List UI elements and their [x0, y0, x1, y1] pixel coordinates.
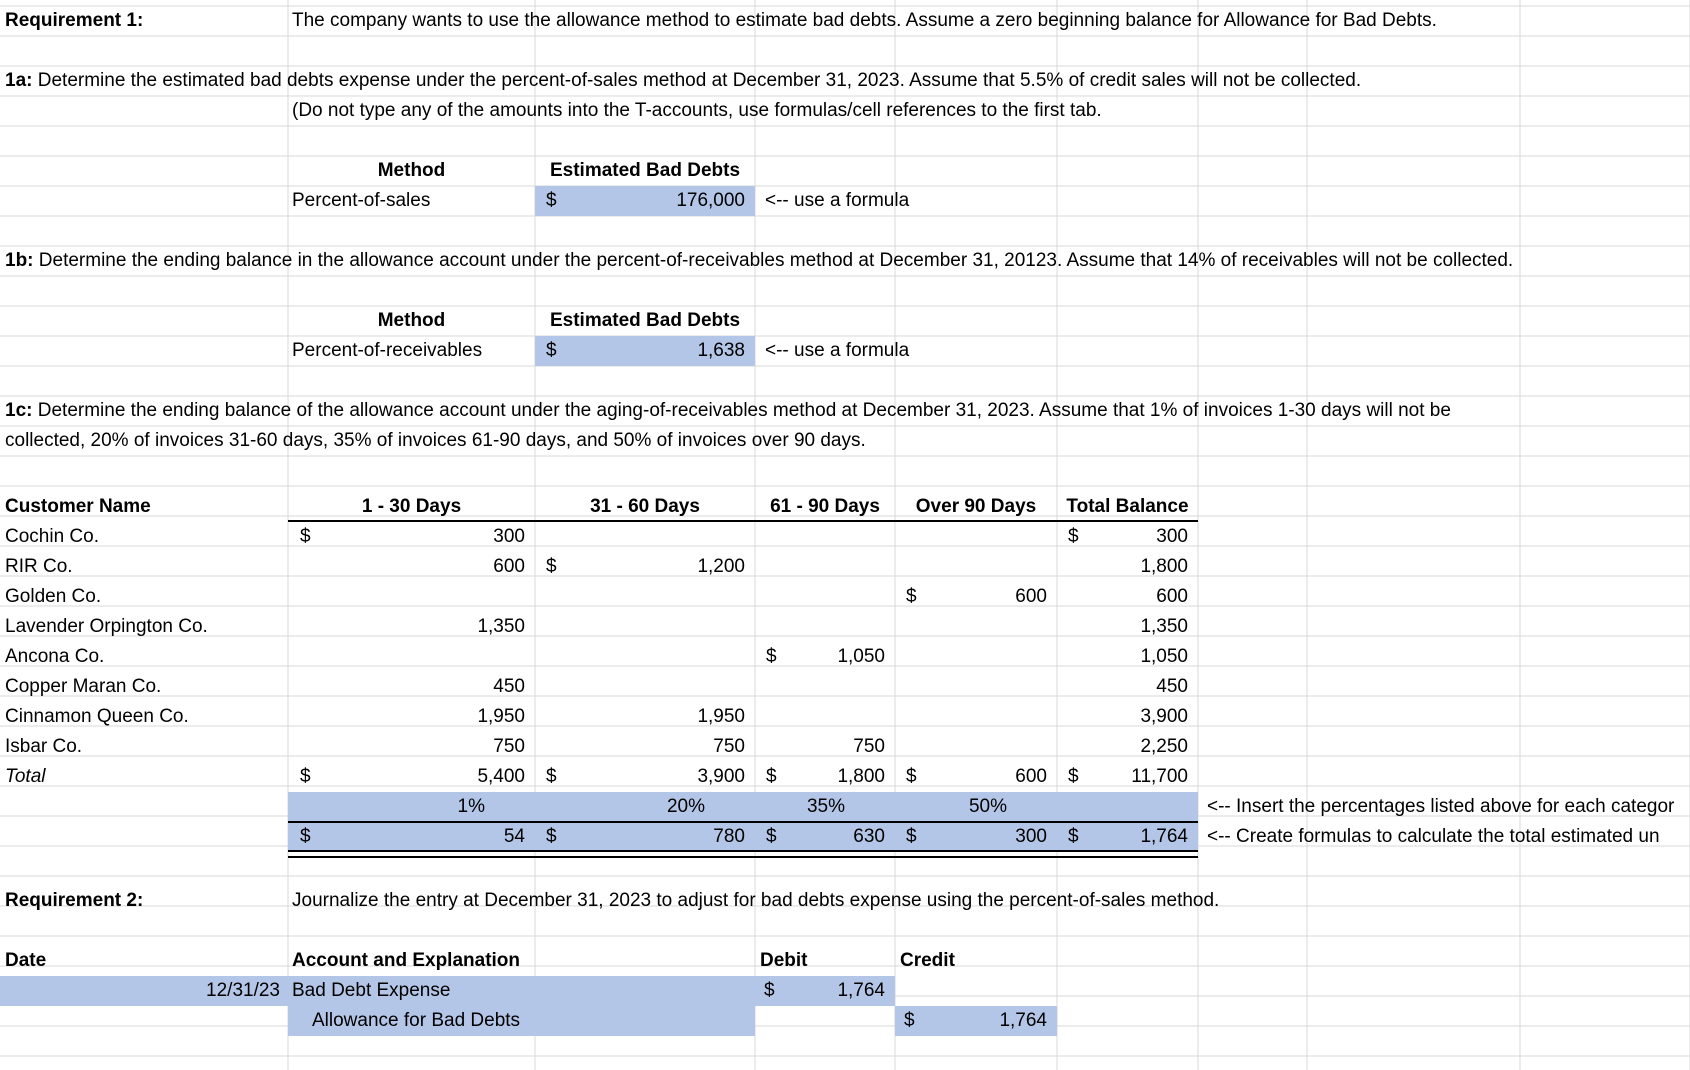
part1a-label: 1a: [5, 70, 33, 91]
part1c-text1: Determine the ending balance of the allowance account under the aging-of-receivables method at December 31, 2023. Assume that 1% of invoices 1-30 days will not be [37, 400, 1451, 421]
total-row-d2-amount: 3,900 [697, 766, 745, 787]
aging-row-d3-amount: 750 [853, 736, 885, 757]
aging-row-d1-amount [400, 582, 525, 612]
part1c-line1 [5, 396, 1451, 426]
aging-row-d1-amount: 1,350 [477, 616, 525, 637]
aging-row-tot-amount: 1,050 [1140, 646, 1188, 667]
estimated-row-d4-amount[interactable]: 300 [1015, 826, 1047, 847]
aging-row-d4-amount [940, 642, 1047, 672]
aging-row-d1-amount [400, 642, 525, 672]
total-row-d3-currency: $ [766, 766, 777, 787]
journal-date-header: Date [5, 950, 47, 971]
aging-row-d2-amount: 1,200 [697, 556, 745, 577]
aging-row-d4-amount [940, 612, 1047, 642]
journal-debit-amount[interactable]: 1,764 [837, 980, 885, 1001]
journal-credit-header: Credit [900, 950, 955, 971]
journal-debit-account[interactable]: Bad Debt Expense [292, 980, 451, 1001]
aging-row-d4-amount [940, 732, 1047, 762]
aging-row-d1-amount: 600 [493, 556, 525, 577]
aging-row-d3-amount [790, 612, 885, 642]
aging-row-d4-amount: 600 [1015, 586, 1047, 607]
aging-row-d2-amount: 1,950 [697, 706, 745, 727]
aging-row-d2-currency: $ [546, 556, 557, 577]
part1b-estimate-header: Estimated Bad Debts [549, 310, 741, 331]
aging-row-tot-amount: 300 [1156, 526, 1188, 547]
aging-row-tot-amount: 1,350 [1140, 616, 1188, 637]
aging-row-tot-amount: 3,900 [1140, 706, 1188, 727]
aging-row-d4-amount [940, 522, 1047, 552]
aging-row-d3-currency: $ [766, 646, 777, 667]
req2-text: Journalize the entry at December 31, 2023 to adjust for bad debts expense using the percent-of-sales method. [292, 890, 1220, 911]
total-row-d4-currency: $ [906, 766, 917, 787]
estimated-row-tot-currency: $ [1068, 826, 1079, 847]
req1-label: Requirement 1: [5, 10, 144, 31]
part1a-method-header: Method [377, 160, 446, 181]
aging-row-tot-amount: 450 [1156, 676, 1188, 697]
aging-row-d2-amount [600, 612, 745, 642]
customer-name: Isbar Co. [5, 736, 83, 757]
percent-d1[interactable]: 1% [457, 796, 485, 817]
aging-row-d3-amount [790, 582, 885, 612]
customer-name: Ancona Co. [5, 646, 105, 667]
part1a-currency: $ [546, 190, 557, 211]
part1c-text2: collected, 20% of invoices 31-60 days, 35% of invoices 61-90 days, and 50% of invoices over 90 days. [5, 430, 866, 451]
journal-debit-currency: $ [764, 980, 775, 1001]
aging-row-d2-amount: 750 [713, 736, 745, 757]
total-row-d3-amount: 1,800 [837, 766, 885, 787]
aging-row-d1-amount: 300 [493, 526, 525, 547]
estimated-row-d2-currency: $ [546, 826, 557, 847]
aging-row-d1-currency: $ [300, 526, 311, 547]
customer-name: Cochin Co. [5, 526, 99, 547]
estimated-row-d1-amount[interactable]: 54 [503, 826, 525, 847]
aging-row-d3-amount: 1,050 [837, 646, 885, 667]
estimated-row-tot-amount[interactable]: 1,764 [1140, 826, 1188, 847]
aging-header-31-60: 31 - 60 Days [590, 496, 700, 517]
part1b-text: Determine the ending balance in the allowance account under the percent-of-receivables method at December 31, 20123. Assume that 14% of receivables will not be collected. [38, 250, 1514, 271]
aging-row-d1-amount: 750 [493, 736, 525, 757]
aging-row-d4-amount [940, 552, 1047, 582]
aging-header-1-30: 1 - 30 Days [361, 496, 462, 517]
aging-header-customer: Customer Name [5, 496, 151, 517]
percent-d4[interactable]: 50% [968, 796, 1007, 817]
aging-row-d4-amount [940, 702, 1047, 732]
aging-row-d4-amount [940, 672, 1047, 702]
percent-d3[interactable]: 35% [806, 796, 845, 817]
estimated-row-d1-currency: $ [300, 826, 311, 847]
aging-row-tot-amount: 2,250 [1140, 736, 1188, 757]
estimated-hint: <-- Create formulas to calculate the total estimated un [1207, 826, 1660, 847]
journal-credit-account[interactable]: Allowance for Bad Debts [312, 1010, 521, 1031]
aging-row-d1-amount: 450 [493, 676, 525, 697]
aging-row-d2-amount [600, 522, 745, 552]
total-row-d1-amount: 5,400 [477, 766, 525, 787]
percent-hint: <-- Insert the percentages listed above for each categor [1207, 796, 1675, 817]
estimated-row-d4-currency: $ [906, 826, 917, 847]
customer-name: Lavender Orpington Co. [5, 616, 208, 637]
part1a-hint: <-- use a formula [765, 190, 910, 211]
aging-row-d3-amount [790, 672, 885, 702]
part1b-hint: <-- use a formula [765, 340, 910, 361]
customer-name: Golden Co. [5, 586, 102, 607]
customer-name: Copper Maran Co. [5, 676, 162, 697]
aging-row-d2-amount [600, 582, 745, 612]
part1a-estimate-header: Estimated Bad Debts [549, 160, 741, 181]
part1b-method-header: Method [377, 310, 446, 331]
aging-row-tot-currency: $ [1068, 526, 1079, 547]
part1a-text: Determine the estimated bad debts expense under the percent-of-sales method at December 31, 2023. Assume that 5.5% of credit sales will not be collected. [37, 70, 1362, 91]
journal-date[interactable]: 12/31/23 [206, 980, 280, 1001]
part1a-note: (Do not type any of the amounts into the T-accounts, use formulas/cell references to the first tab. [292, 100, 1102, 121]
customer-name: Cinnamon Queen Co. [5, 706, 189, 727]
req1-text: The company wants to use the allowance method to estimate bad debts. Assume a zero beginning balance for Allowance for Bad Debts. [292, 10, 1437, 31]
aging-row-d3-amount [790, 522, 885, 552]
part1a-line [5, 66, 1361, 96]
journal-debit-header: Debit [760, 950, 808, 971]
estimated-row-d3-amount[interactable]: 630 [853, 826, 885, 847]
req2-label: Requirement 2: [5, 890, 144, 911]
total-label: Total [5, 766, 46, 787]
part1b-amount[interactable]: 1,638 [697, 340, 745, 361]
part1b-method: Percent-of-receivables [292, 340, 483, 361]
journal-credit-amount[interactable]: 1,764 [999, 1010, 1047, 1031]
total-row-d4-amount: 600 [1015, 766, 1047, 787]
total-row-tot-currency: $ [1068, 766, 1079, 787]
percent-d2[interactable]: 20% [666, 796, 705, 817]
total-row-d1-currency: $ [300, 766, 311, 787]
estimated-row-d2-amount[interactable]: 780 [713, 826, 745, 847]
part1b-label: 1b: [5, 250, 34, 271]
aging-row-tot-amount: 1,800 [1140, 556, 1188, 577]
total-row-d2-currency: $ [546, 766, 557, 787]
aging-header-total: Total Balance [1066, 496, 1189, 517]
aging-row-d3-amount [790, 552, 885, 582]
total-row-tot-amount: 11,700 [1131, 766, 1188, 787]
journal-account-header: Account and Explanation [292, 950, 521, 971]
aging-row-d2-amount [600, 642, 745, 672]
aging-header-over-90: Over 90 Days [915, 496, 1037, 517]
customer-name: RIR Co. [5, 556, 73, 577]
aging-row-d1-amount: 1,950 [477, 706, 525, 727]
aging-row-tot-amount: 600 [1156, 586, 1188, 607]
part1c-label: 1c: [5, 400, 33, 421]
aging-row-d4-currency: $ [906, 586, 917, 607]
part1b-currency: $ [546, 340, 557, 361]
aging-row-d3-amount [790, 702, 885, 732]
part1b-line [5, 246, 1513, 276]
part1a-method: Percent-of-sales [292, 190, 431, 211]
aging-row-d2-amount [600, 672, 745, 702]
part1a-amount[interactable]: 176,000 [676, 190, 745, 211]
estimated-row-d3-currency: $ [766, 826, 777, 847]
journal-credit-currency: $ [904, 1010, 915, 1031]
aging-header-61-90: 61 - 90 Days [770, 496, 880, 517]
